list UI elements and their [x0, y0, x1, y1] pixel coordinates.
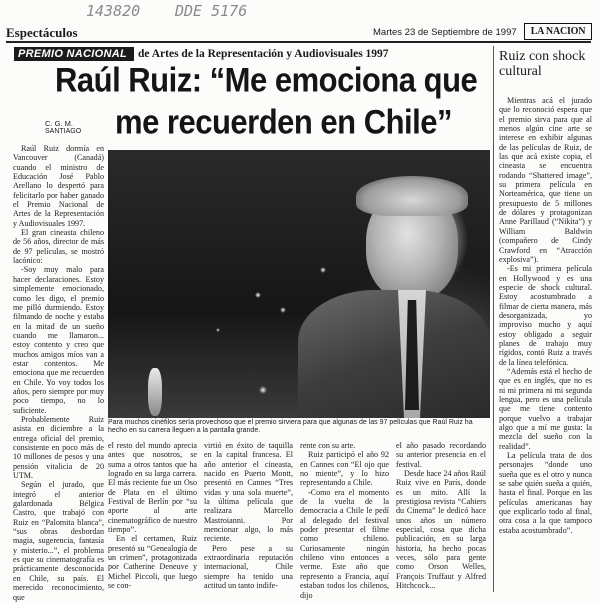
- photo-caption: Para muchos cinéfilos sería provechoso que el premio sirviera para que algunas de las 97 películas que Raúl Ruiz ha hecho en su carrera lleguen a la pantalla grande.: [108, 419, 473, 434]
- paragraph: rente con su arte.: [300, 441, 356, 450]
- headline-line-2: me recuerden en Chile”: [115, 102, 453, 142]
- byline-city: SANTIAGO: [45, 128, 82, 135]
- issue-date: Martes 23 de Septiembre de 1997: [373, 27, 517, 38]
- paragraph: -Soy muy malo para hacer declaraciones. Estoy simplemente emocionado, como les digo, el premio me pilló durmiendo. Estoy filmando de noche y estaba en la mitad de un sueño cuando me llamaron... estoy contento y creo que muchos amigos míos van a estar contentos. Me emociona que me recuerden en Chile. Yo voy todos los años, pero siempre por muy poco tiempo, no lo suficiente.: [13, 265, 105, 415]
- article-column-2: [108, 441, 197, 592]
- paragraph: Desde hace 24 años Raúl Ruiz vive en París, donde es un mito. Allí la prestigiosa revista “Cahiers du Cinema” le dedicó hace unos años un número especial, cosa que dicha publicación, en su larga historia, ha hecho pocas veces, sólo para gente como Orson Welles, François Truffaut y Alfred Hitchcock...: [396, 469, 486, 591]
- handwritten-archive-code: DDE 5176: [175, 2, 248, 20]
- article-column-1: [13, 144, 105, 602]
- paragraph: -Es mi primera película en Hollywood y es una especie de shock cultural. Estoy acostumbrado a filmar de cierta manera, más desorganizada, yo improviso mucho y aquí estoy obligado a seguir planes de trabajo muy rígidos, contó Ruiz a través de la línea telefónica.: [499, 264, 592, 367]
- newspaper-logo: LA NACION: [524, 23, 592, 40]
- header-rule: [6, 41, 591, 43]
- paragraph: La película trata de dos personajes “donde uno sueña que es el otro y nunca se sabe quién sueña a quién, hasta el final. Porque en las películas americanas hay que explicarlo todo al final, otra cosa a la que tampoco estaba acostumbrado”.: [499, 451, 592, 535]
- page-header: [6, 24, 591, 41]
- sidebar-divider: [493, 46, 494, 592]
- handwritten-catalog-number: 143820: [86, 2, 141, 20]
- paragraph: “Además está el hecho de que es en inglés, que no es ni mi primera ni mi segunda lengua, pero es una película que me tiene contento porque vuelvo a trabajar algo que a mí me gusta: la mezcla del sueño con la realidad”.: [499, 366, 592, 451]
- ruiz-portrait-photo: [108, 150, 490, 418]
- kicker-text: de Artes de la Representación y Audiovisuales 1997: [138, 48, 389, 60]
- paragraph: El gran cineasta chileno de 56 años, director de más de 97 películas, se mostró lacónico:: [13, 228, 104, 266]
- headline-line-1: Raúl Ruiz: “Me emociona que: [55, 60, 478, 100]
- glass-shape: [148, 368, 162, 416]
- sidebar-title: Ruiz con shock cultural: [499, 49, 586, 79]
- paragraph: Probablemente Ruiz asista en diciembre a la entrega oficial del premio, consistente en poco más de 10 millones de pesos y una pensión vitalicia de 20 UTM.: [13, 414, 104, 481]
- paragraph: Mientras acá el jurado que lo reconoció espera que el premio sirva para que al menos algún cine arte se interese en exhibir algunas de las películas de Ruiz, de las que acá existe copia, el cineasta se encuentra rodando “Shattered image”, su primera película en Norteamérica, que tiene un presupuesto de 5 millones de dólares y protagonizan Anne Parillaud (“Nikita”) y William Baldwin (compañero de Cindy Crawford en “Atracción explosiva”).: [499, 96, 592, 264]
- paragraph: Ruiz participó el año 92 en Cannes con “El ojo que no miente”, y lo hizo representando a Chile.: [300, 450, 389, 488]
- paragraph: Pero pese a su extraordinaria reputación internacional, Chile siempre ha tenido una actitud un tanto indife-: [204, 543, 293, 591]
- article-column-5: [396, 441, 486, 592]
- hair-shape: [356, 176, 468, 216]
- paragraph: Raúl Ruiz dormía en Vancouver (Canadá) cuando el ministro de Educación José Pablo Arellano lo despertó para felicitarlo por haber ganado el Premio Nacional de Artes de la Representación y Audiovisuales 1997.: [13, 144, 104, 228]
- paragraph: el resto del mundo aprecia antes que nosotros, se suma a otros tantos que ha logrado en su larga carrera. El más reciente fue un Oso de Plata en el último Festival de Berlín por “su aporte al arte cinematográfico de nuestro tiempo”.: [108, 441, 197, 535]
- paragraph: -Como era el momento de la vuelta de la democracia a Chile le pedí al delegado del festival poder presentar el filme como chileno. Curiosamente ningún chileno vino entonces a verme. Este año que represento a Francia, aquí estaban todos los chilenos, dijo: [300, 487, 389, 600]
- paragraph: el año pasado recordando su anterior presencia en el festival.: [396, 441, 486, 469]
- article-column-4: [300, 441, 389, 600]
- sidebar-body: [499, 96, 592, 592]
- section-name: Espectáculos: [6, 25, 78, 40]
- jacket-shape: [298, 290, 490, 418]
- article-column-3: [204, 441, 293, 592]
- paragraph: Según el jurado, que integró el anterior galardonada Bélgica Castro, que trabajó con Ruiz en “Palomita blanca”, “sus obras desbordan magia, sugerencia, fantasía y misterio...”, el problema es que su cinematografía es prácticamente desconocida en Chile, su país. El merecido reconocimiento, que: [13, 480, 104, 602]
- paragraph: En el certamen, Ruiz presentó su “Genealogía de un crimen”, protagonizada por Catherine Deneuve y Michel Piccoli, que luego se con-: [108, 534, 197, 591]
- byline-initials: C. G. M.: [45, 119, 73, 128]
- kicker-label: PREMIO NACIONAL: [18, 48, 127, 60]
- paragraph: virtió en éxito de taquilla en la capital francesa. El año anterior el cineasta, nacido en Puerto Montt, presentó en Cannes “Tres vidas y una sola muerte”, la última película que realizara Marcello Mastroianni. Por mencionar algo, lo más reciente.: [204, 441, 293, 544]
